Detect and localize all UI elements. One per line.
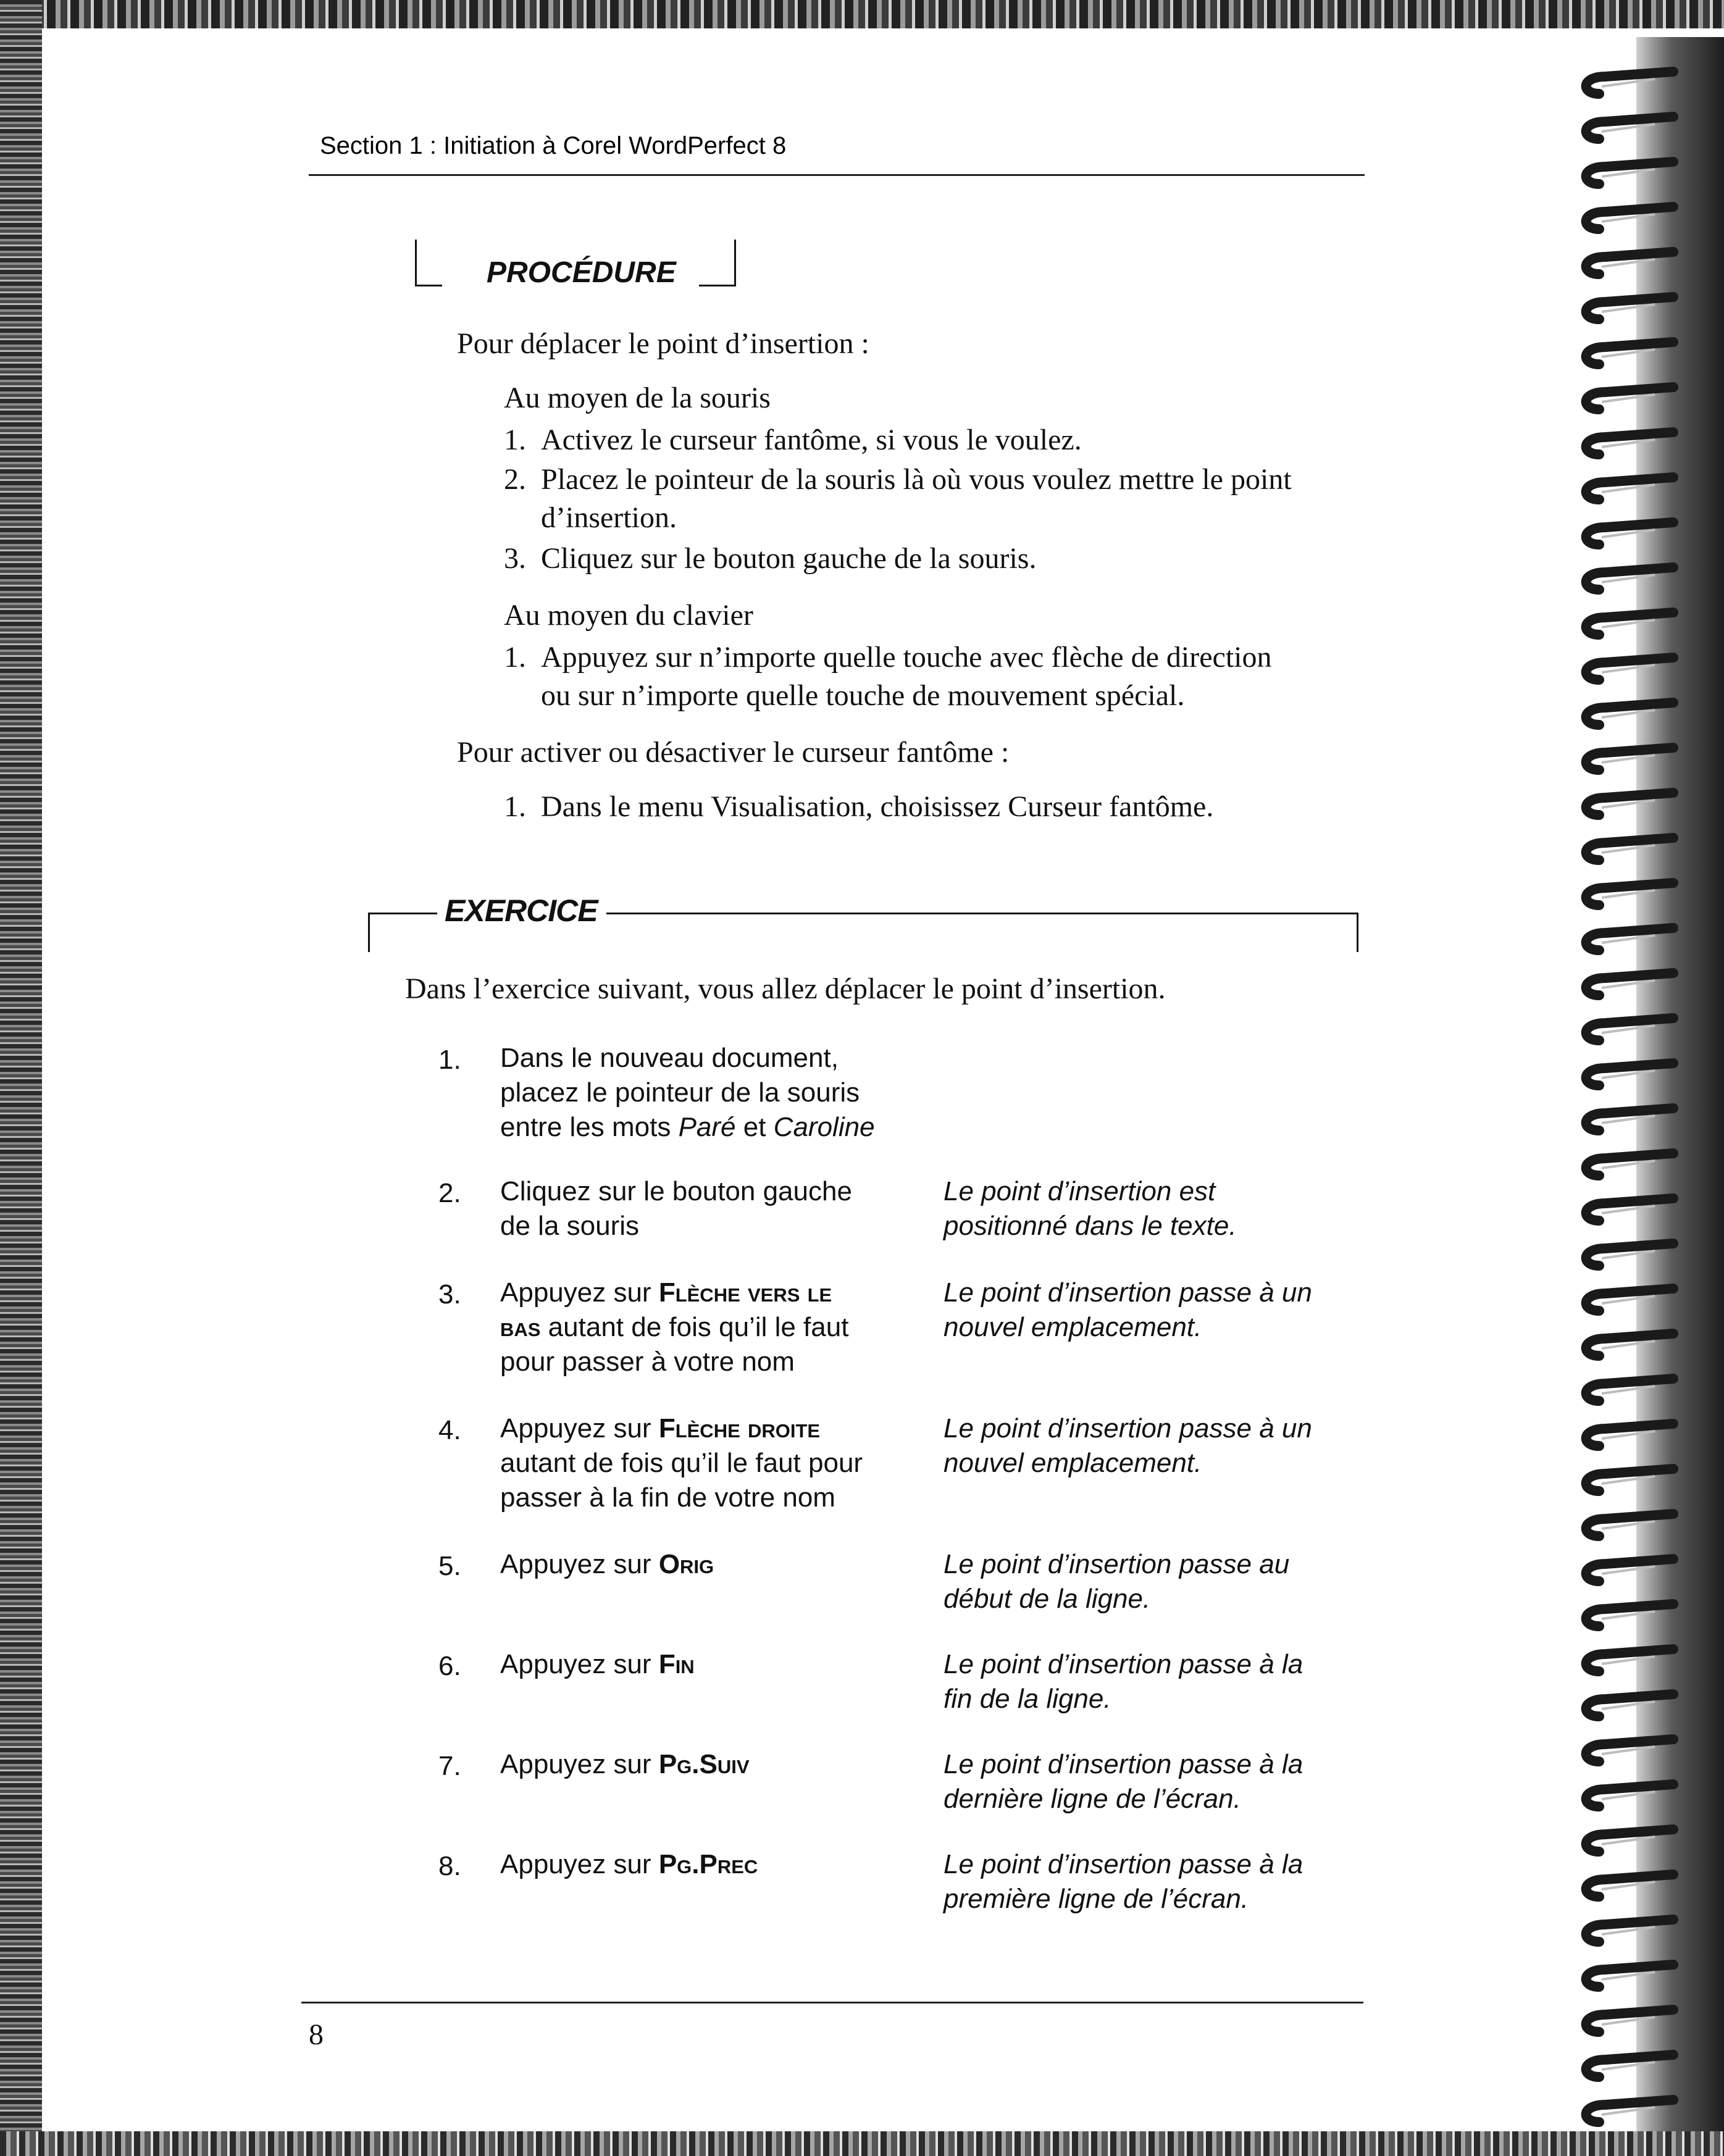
section-header: Section 1 : Initiation à Corel WordPerfect 8 bbox=[320, 132, 787, 159]
exercise-step-action bbox=[500, 1547, 714, 1582]
procedure-intro-move: Pour déplacer le point d’insertion : bbox=[457, 327, 869, 360]
step-text: et bbox=[735, 1112, 774, 1142]
exercise-step-result bbox=[944, 1411, 1312, 1481]
footer-rule bbox=[301, 2002, 1363, 2003]
exercise-step-num: 8. bbox=[438, 1851, 461, 1881]
frame-edge bbox=[734, 240, 736, 286]
step-line bbox=[500, 1110, 875, 1145]
mouse-step-num: 2. bbox=[504, 463, 526, 496]
step-line bbox=[500, 1647, 695, 1682]
step-line bbox=[500, 1547, 714, 1582]
exercise-step-action bbox=[500, 1411, 863, 1515]
step-text: entre les mots bbox=[500, 1112, 679, 1142]
exercise-frame-right bbox=[1357, 913, 1358, 952]
step-text: Appuyez sur bbox=[500, 1413, 659, 1444]
frame-edge bbox=[699, 285, 736, 286]
scan-border-top bbox=[0, 0, 1724, 28]
mouse-step-text: Placez le pointeur de la souris là où vous voulez mettre le point bbox=[541, 463, 1292, 496]
step-line bbox=[500, 1276, 848, 1310]
exercise-step-result bbox=[944, 1747, 1303, 1816]
mouse-step-num: 3. bbox=[504, 542, 526, 575]
result-line: nouvel emplacement. bbox=[944, 1312, 1202, 1342]
result-line: Le point d’insertion passe à la bbox=[944, 1649, 1303, 1679]
ghost-step-num: 1. bbox=[504, 790, 526, 823]
keyboard-step-num: 1. bbox=[504, 641, 526, 674]
step-text: Appuyez sur bbox=[500, 1277, 659, 1308]
key-name: Pg.Suiv bbox=[658, 1749, 750, 1779]
mouse-step-num: 1. bbox=[504, 424, 526, 456]
exercise-step-num: 3. bbox=[438, 1279, 461, 1310]
keyboard-heading: Au moyen du clavier bbox=[504, 599, 753, 632]
result-line: début de la ligne. bbox=[944, 1584, 1151, 1614]
step-text: Paré bbox=[678, 1112, 736, 1142]
mouse-step-text-cont: d’insertion. bbox=[541, 501, 677, 534]
result-line: Le point d’insertion est bbox=[944, 1176, 1216, 1206]
exercise-step-action bbox=[500, 1847, 758, 1882]
result-line: positionné dans le texte. bbox=[944, 1211, 1237, 1241]
exercise-step-result bbox=[944, 1547, 1289, 1616]
step-text: Appuyez sur bbox=[500, 1649, 659, 1679]
key-name: Flèche droite bbox=[658, 1413, 821, 1444]
key-name: Pg.Prec bbox=[658, 1849, 758, 1879]
exercise-step-result bbox=[944, 1174, 1237, 1243]
step-line: pour passer à votre nom bbox=[500, 1347, 795, 1377]
step-line: autant de fois qu’il le faut pour bbox=[500, 1448, 863, 1478]
step-text: Caroline bbox=[773, 1112, 875, 1142]
header-rule bbox=[309, 174, 1365, 176]
scan-border-bottom bbox=[0, 2131, 1724, 2156]
keyboard-step-text: Appuyez sur n’importe quelle touche avec flèche de direction bbox=[541, 641, 1272, 674]
exercise-step-action bbox=[500, 1647, 695, 1682]
exercise-step-result bbox=[944, 1847, 1303, 1916]
exercise-step-num: 4. bbox=[438, 1415, 461, 1445]
mouse-step-text: Activez le curseur fantôme, si vous le voulez. bbox=[541, 424, 1082, 456]
exercise-step-action bbox=[500, 1174, 852, 1243]
procedure-intro-ghost: Pour activer ou désactiver le curseur fantôme : bbox=[457, 736, 1010, 769]
mouse-heading: Au moyen de la souris bbox=[504, 382, 771, 414]
exercise-step-num: 6. bbox=[438, 1651, 461, 1681]
exercise-step-action bbox=[500, 1276, 848, 1379]
key-name: Fin bbox=[658, 1649, 695, 1679]
step-line: Dans le nouveau document, bbox=[500, 1043, 839, 1073]
key-name: bas bbox=[500, 1312, 541, 1342]
exercise-step-result bbox=[944, 1276, 1312, 1345]
exercise-step-num: 1. bbox=[438, 1045, 461, 1075]
exercise-frame-top-left bbox=[368, 913, 437, 914]
mouse-step-text: Cliquez sur le bouton gauche de la souris. bbox=[541, 542, 1037, 575]
frame-edge bbox=[415, 240, 417, 286]
exercise-title: EXERCICE bbox=[445, 893, 598, 928]
exercise-frame-top-right bbox=[606, 913, 1358, 914]
exercise-step-num: 2. bbox=[438, 1178, 461, 1208]
step-line: placez le pointeur de la souris bbox=[500, 1077, 860, 1108]
frame-edge bbox=[415, 285, 442, 286]
result-line: Le point d’insertion passe au bbox=[944, 1549, 1290, 1579]
step-line: Cliquez sur le bouton gauche bbox=[500, 1176, 852, 1206]
spiral-binding-icon bbox=[1581, 37, 1724, 2131]
ghost-step-text: Dans le menu Visualisation, choisissez Curseur fantôme. bbox=[541, 790, 1214, 823]
keyboard-step-text-cont: ou sur n’importe quelle touche de mouvement spécial. bbox=[541, 679, 1185, 712]
result-line: dernière ligne de l’écran. bbox=[944, 1784, 1241, 1814]
key-name: Flèche vers le bbox=[658, 1277, 832, 1308]
result-line: Le point d’insertion passe à la bbox=[944, 1849, 1303, 1879]
step-line bbox=[500, 1847, 758, 1882]
key-name: Orig bbox=[658, 1549, 714, 1579]
step-line: passer à la fin de votre nom bbox=[500, 1482, 835, 1513]
step-line: de la souris bbox=[500, 1211, 640, 1241]
step-text: Appuyez sur bbox=[500, 1849, 659, 1879]
procedure-title: PROCÉDURE bbox=[487, 256, 676, 289]
exercise-step-num: 7. bbox=[438, 1751, 461, 1781]
step-line bbox=[500, 1411, 863, 1446]
exercise-frame-left bbox=[368, 913, 370, 952]
result-line: fin de la ligne. bbox=[944, 1684, 1111, 1714]
exercise-step-result bbox=[944, 1647, 1303, 1716]
result-line: Le point d’insertion passe à un bbox=[944, 1413, 1312, 1444]
exercise-step-action bbox=[500, 1041, 875, 1145]
step-line bbox=[500, 1747, 750, 1782]
step-text: Appuyez sur bbox=[500, 1549, 659, 1579]
exercise-step-action bbox=[500, 1747, 750, 1782]
scan-border-left bbox=[0, 0, 42, 2156]
page-number: 8 bbox=[309, 2018, 324, 2051]
step-line bbox=[500, 1310, 848, 1345]
exercise-intro: Dans l’exercice suivant, vous allez déplacer le point d’insertion. bbox=[405, 972, 1166, 1005]
exercise-step-num: 5. bbox=[438, 1551, 461, 1581]
result-line: nouvel emplacement. bbox=[944, 1448, 1202, 1478]
step-text: autant de fois qu’il le faut bbox=[540, 1312, 849, 1342]
result-line: Le point d’insertion passe à un bbox=[944, 1277, 1312, 1308]
result-line: Le point d’insertion passe à la bbox=[944, 1749, 1303, 1779]
step-text: Appuyez sur bbox=[500, 1749, 659, 1779]
result-line: première ligne de l’écran. bbox=[944, 1884, 1249, 1914]
